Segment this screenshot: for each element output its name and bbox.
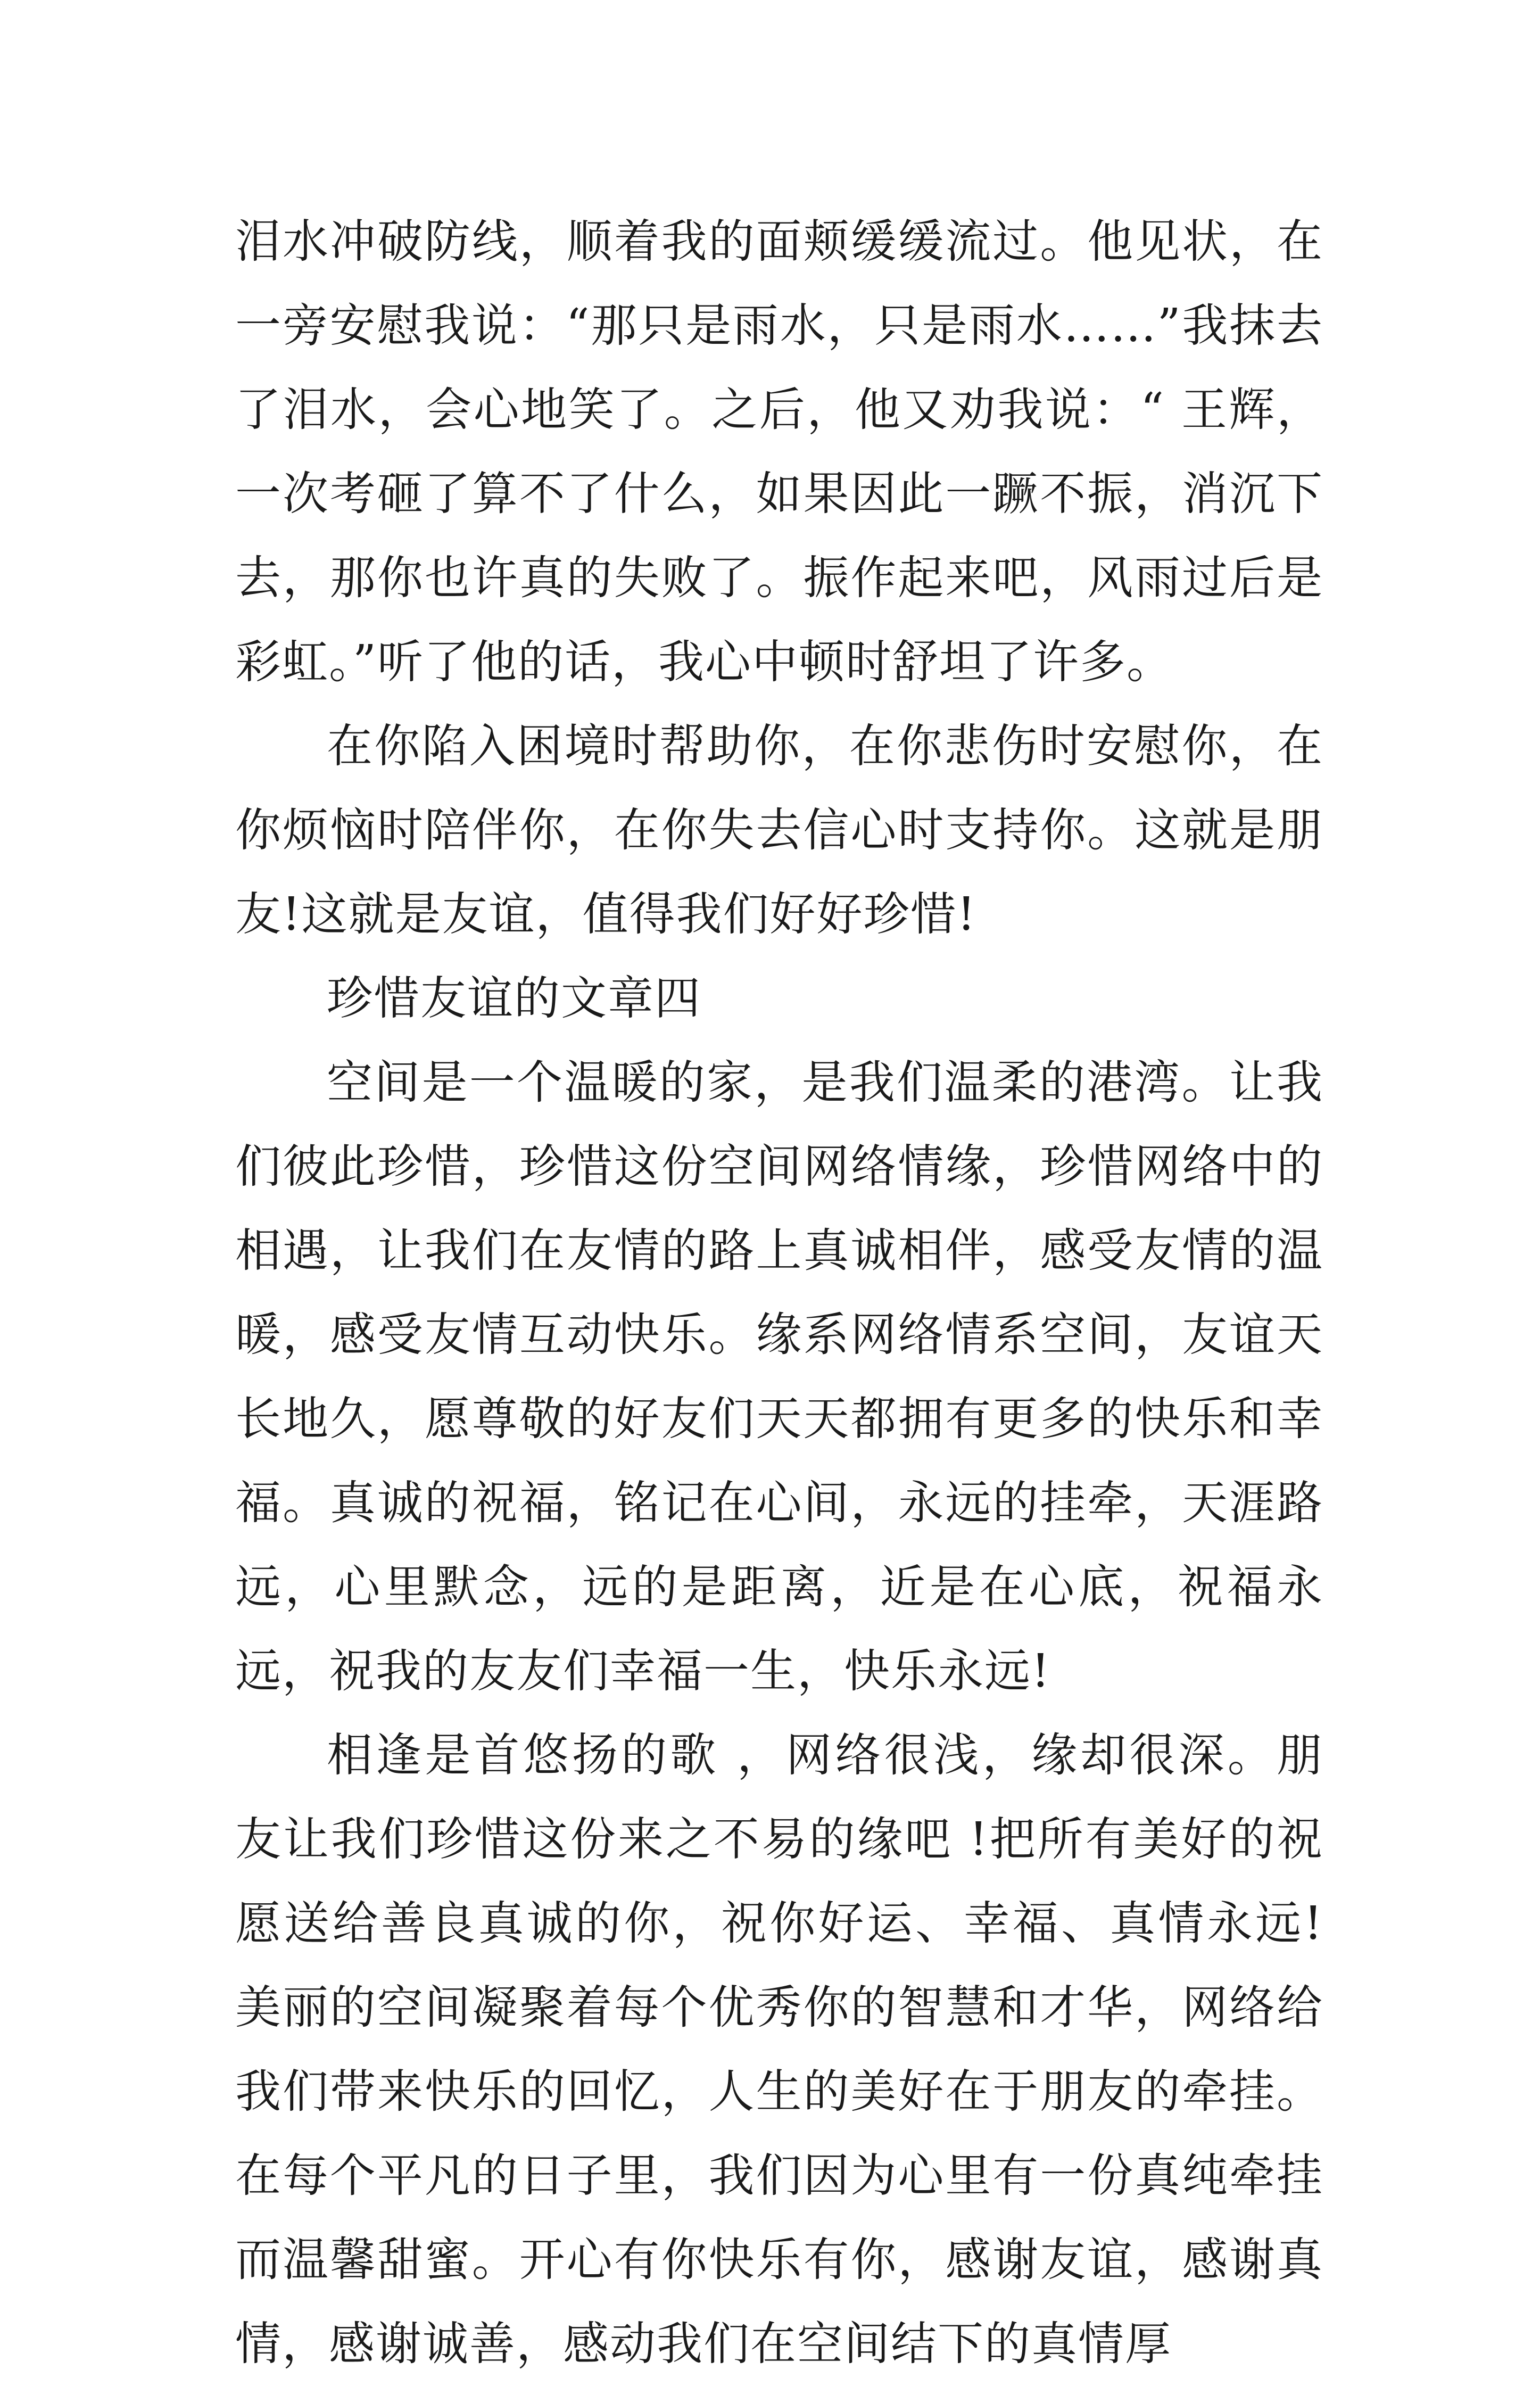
section-heading: 珍惜友谊的文章四 — [327, 972, 701, 1025]
paragraph-meeting: 相逢是首悠扬的歌 ，网络很浅，缘却很深。朋友让我们珍惜这份来之不易的缘吧 !把所有美好的祝愿送给善良真诚的你，祝你好运、幸福、真情永远!美丽的空间凝聚着每个优秀你的智慧和才华，网络给我们带来快乐的回忆，人生的美好在于朋友的牵挂。在每个平凡的日子里，我们因为心里有一份真纯牵挂而温馨甜蜜。开心有你快乐有你，感谢友谊，感谢真情，感谢诚善，感动我们在空间结下的真情厚 — [235, 1729, 1323, 2371]
paragraph-space: 空间是一个温暖的家，是我们温柔的港湾。让我们彼此珍惜，珍惜这份空间网络情缘，珍惜网络中的相遇，让我们在友情的路上真诚相伴，感受友情的温暖，感受友情互动快乐。缘系网络情系空间，友谊天长地久，愿尊敬的好友们天天都拥有更多的快乐和幸福。真诚的祝福，铭记在心间，永远的挂牵，天涯路远，心里默念，远的是距离，近是在心底，祝福永远，祝我的友友们幸福一生，快乐永远! — [235, 1056, 1323, 1698]
paragraph-continuation: 泪水冲破防线，顺着我的面颊缓缓流过。他见状，在一旁安慰我说：“那只是雨水，只是雨水……”我抹去了泪水，会心地笑了。之后，他又劝我说：“ 王辉，一次考砸了算不了什么，如果因此一蹶不振，消沉下去，那你也许真的失败了。振作起来吧，风雨过后是彩虹。”听了他的话，我心中顿时舒坦了许多。 — [235, 215, 1323, 689]
document-body — [235, 200, 1323, 2386]
paragraph-friendship: 在你陷入困境时帮助你，在你悲伤时安慰你，在你烦恼时陪伴你，在你失去信心时支持你。这就是朋友!这就是友谊，值得我们好好珍惜! — [235, 720, 1323, 941]
